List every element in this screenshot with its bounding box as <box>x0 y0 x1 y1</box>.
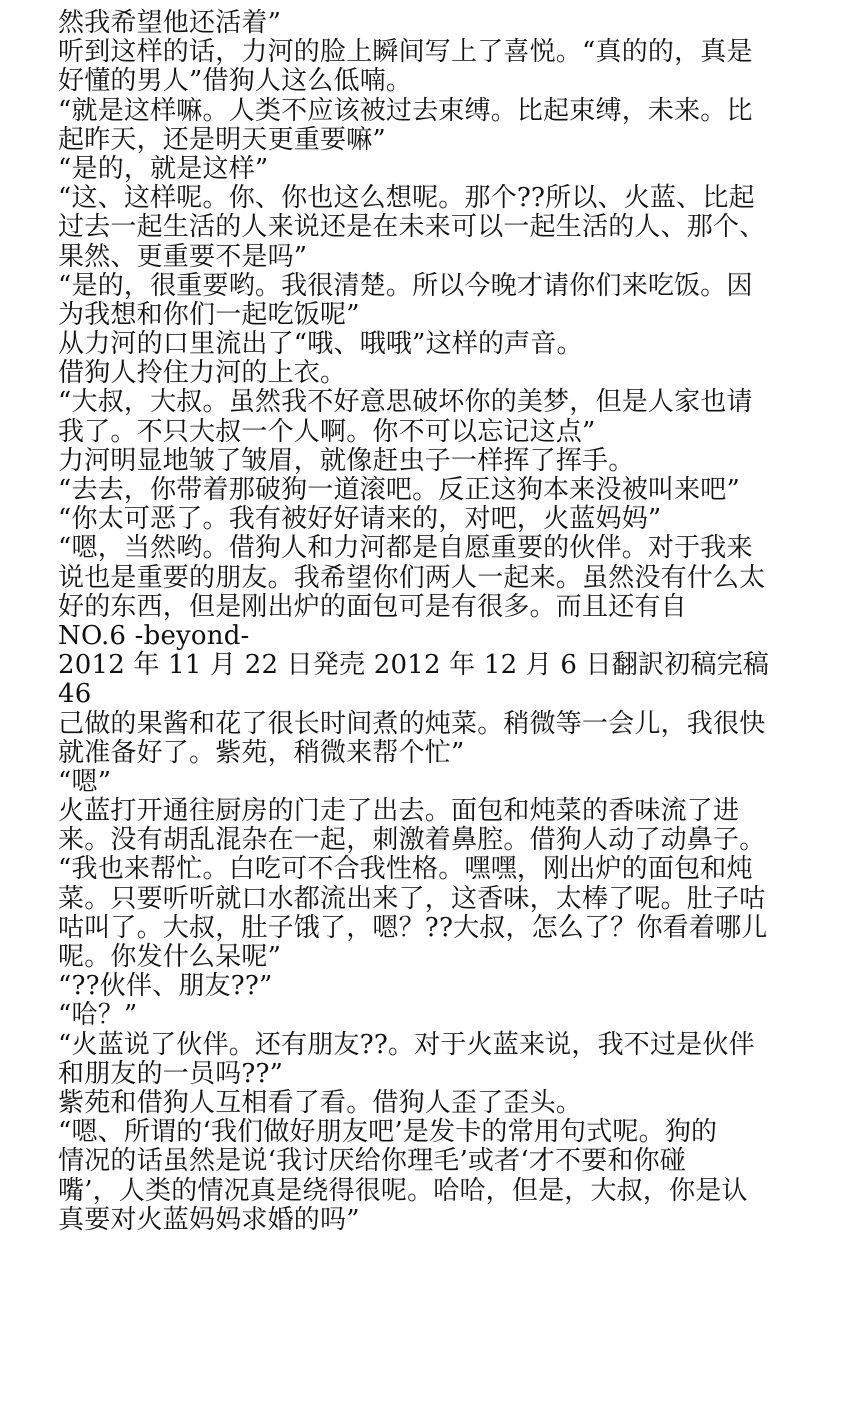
text-line: 来。没有胡乱混杂在一起，刺激着鼻腔。借狗人动了动鼻子。 <box>58 825 766 856</box>
text-line: 果然、更重要不是吗” <box>58 241 308 272</box>
text-line: 咕叫了。大叔，肚子饿了，嗯？??大叔，怎么了？你看着哪儿 <box>58 912 768 943</box>
text-line: 紫苑和借狗人互相看了看。借狗人歪了歪头。 <box>58 1087 583 1118</box>
text-line: 听到这样的话，力河的脸上瞬间写上了喜悦。“真的的，真是 <box>58 37 753 68</box>
text-line: 嘴’，人类的情况真是绕得很呢。哈哈，但是，大叔，你是认 <box>58 1175 748 1206</box>
text-line: “是的，就是这样” <box>58 153 269 184</box>
text-line: 从力河的口里流出了“哦、哦哦”这样的声音。 <box>58 329 583 360</box>
text-line: 过去一起生活的人来说还是在未来可以一起生活的人、那个、 <box>58 212 766 243</box>
text-line: 好懂的男人”借狗人这么低喃。 <box>58 66 413 97</box>
text-line: “我也来帮忙。白吃可不合我性格。嘿嘿，刚出炉的面包和炖 <box>58 854 753 885</box>
text-line: 说也是重要的朋友。我希望你们两人一起来。虽然没有什么太 <box>58 562 766 593</box>
text-line: “你太可恶了。我有被好好请来的，对吧，火蓝妈妈” <box>58 504 662 535</box>
page-footer-title: NO.6 -beyond- <box>58 620 250 651</box>
text-line: 菜。只要听听就口水都流出来了，这香味，太棒了呢。肚子咕 <box>58 883 766 914</box>
text-line: 就准备好了。紫苑，稍微来帮个忙” <box>58 737 465 768</box>
page-number: 46 <box>58 679 92 710</box>
text-line: “嗯” <box>58 766 112 797</box>
text-line: 真要对火蓝妈妈求婚的吗” <box>58 1204 360 1235</box>
text-line: 情况的话虽然是说‘我讨厌给你理毛’或者‘才不要和你碰 <box>58 1146 686 1177</box>
text-line: 然我希望他还活着” <box>58 8 282 38</box>
text-line: 为我想和你们一起吃饭呢” <box>58 299 360 330</box>
text-line: “去去，你带着那破狗一道滚吧。反正这狗本来没被叫来吧” <box>58 475 740 505</box>
text-line: “是的，很重要哟。我很清楚。所以今晚才请你们来吃饭。因 <box>58 270 753 301</box>
text-line: “嗯，当然哟。借狗人和力河都是自愿重要的伙伴。对于我来 <box>58 533 753 564</box>
page-footer-date: 2012 年 11 月 22 日発売 2012 年 12 月 6 日翻訳初稿完稿 <box>58 650 770 681</box>
text-line: “这、这样呢。你、你也这么想呢。那个??所以、火蓝、比起 <box>58 183 755 214</box>
text-line: 我了。不只大叔一个人啊。你不可以忘记这点” <box>58 416 596 447</box>
document-page <box>58 9 798 1235</box>
text-line: “大叔，大叔。虽然我不好意思破坏你的美梦，但是人家也请 <box>58 387 753 418</box>
text-line: 起昨天，还是明天更重要嘛” <box>58 124 386 155</box>
text-line: “哈？” <box>58 1000 138 1031</box>
text-line: 好的东西，但是刚出炉的面包可是有很多。而且还有自 <box>58 591 687 622</box>
text-line: 和朋友的一员吗??” <box>58 1058 284 1089</box>
text-line: 借狗人拎住力河的上衣。 <box>58 358 347 389</box>
text-line: “火蓝说了伙伴。还有朋友??。对于火蓝来说，我不过是伙伴 <box>58 1029 755 1060</box>
text-line: “??伙伴、朋友??” <box>58 971 273 1002</box>
text-line: 呢。你发什么呆呢” <box>58 942 282 972</box>
text-line: “就是这样嘛。人类不应该被过去束缚。比起束缚，未来。比 <box>58 95 753 126</box>
text-line: 火蓝打开通往厨房的门走了出去。面包和炖菜的香味流了进 <box>58 796 740 827</box>
text-line: “嗯、所谓的‘我们做好朋友吧’是发卡的常用句式呢。狗的 <box>58 1117 718 1148</box>
text-line: 己做的果酱和花了很长时间煮的炖菜。稍微等一会儿，我很快 <box>58 708 766 739</box>
text-line: 力河明显地皱了皱眉，就像赶虫子一样挥了挥手。 <box>58 445 635 476</box>
